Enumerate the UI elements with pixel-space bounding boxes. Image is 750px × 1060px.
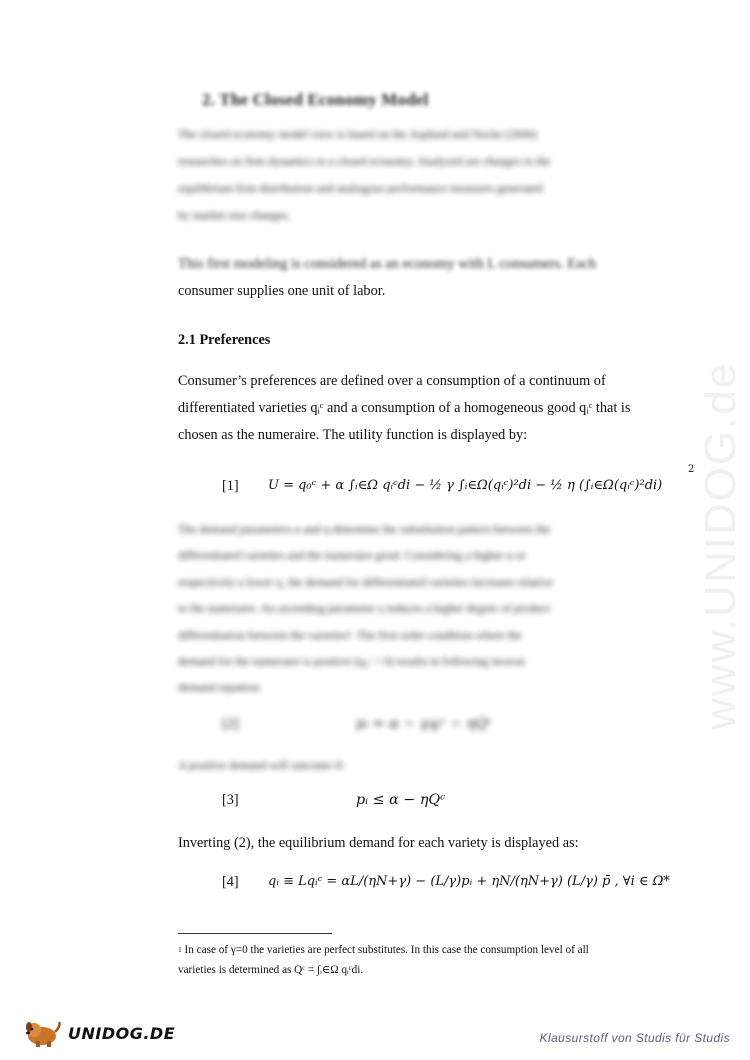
paragraph-preferences	[178, 368, 662, 449]
text-line: differentiated varieties and the numeraire good. Considering a higher α or	[178, 548, 526, 563]
text-line: differentiation between the varieties¹. The first order condition where the	[178, 627, 522, 642]
text-line: consumer supplies one unit of labor.	[178, 283, 386, 299]
footnote-marker: 1	[178, 945, 182, 954]
equation-exponent: 2	[688, 464, 695, 475]
equation-expression: U = q₀ᶜ + α ∫ᵢ∈Ω qᵢᶜdi − ½ γ ∫ᵢ∈Ω(qᵢᶜ)²di − ½ η (∫ᵢ∈Ω(qᵢᶜ)²di) 2	[268, 464, 695, 493]
text-line: demand for the numeraire is positive (q₀ᶜ > 0) results in following inverse	[178, 654, 526, 669]
equation-number: [2]	[222, 716, 239, 732]
footnote	[178, 940, 658, 980]
dog-icon	[22, 1018, 62, 1048]
text-line: to the numeraire. An ascending parameter γ induces a higher degree of product	[178, 601, 550, 616]
text-line: researches on firm dynamics in a closed economy. Analyzed are changes in the	[178, 154, 551, 168]
watermark: www.UNIDOG.de	[696, 361, 745, 730]
paragraph-demand	[178, 516, 662, 701]
tagline: Klausurstoff von Studis für Studis	[539, 1031, 730, 1045]
text-line: Inverting (2), the equilibrium demand for each variety is displayed as:	[178, 835, 579, 851]
paragraph-intro	[178, 121, 662, 229]
text-line: The closed economy model view is based on the Asplund and Nocke (2006)	[178, 127, 538, 141]
footnote-line: $^1$ In case of γ=0 the varieties are perfect substitutes. In this case the consumption level of all	[178, 944, 589, 956]
equation-number: [4]	[222, 874, 239, 890]
text-line: A positive demand will outcome if:	[178, 758, 345, 772]
unidog-logo[interactable]	[22, 1018, 175, 1048]
equation-expression: pᵢ = α − γqᵢᶜ − ηQᶜ	[356, 716, 492, 732]
paragraph-model	[178, 251, 662, 305]
text-line: by market size changes.	[178, 208, 291, 222]
subsection-title: 2.1 Preferences	[178, 332, 271, 348]
text-line: Consumer’s preferences are defined over a consumption of a continuum of	[178, 373, 606, 389]
paragraph-positive-demand	[178, 752, 662, 779]
section-title: 2. The Closed Economy Model	[202, 90, 429, 109]
text-line: equilibrium firm distribution and analogous performance measures generated	[178, 181, 543, 195]
text-line: demand equation:	[178, 680, 263, 695]
text-line: The demand parameters α and η determine the substitution pattern between the	[178, 522, 551, 536]
text-line: chosen as the numeraire. The utility function is displayed by:	[178, 427, 528, 443]
equation-expression: qᵢ ≡ Lqᵢᶜ = αL/(ηN+γ) − (L/γ)pᵢ + ηN/(ηN+γ) (L/γ) p̄ , ∀i ∈ Ω*	[268, 874, 670, 889]
text-line: differentiated varieties qᵢᶜ and a consumption of a homogeneous good qᵢᶜ that is	[178, 400, 631, 416]
equation-expression: pᵢ ≤ α − ηQᶜ	[356, 792, 446, 808]
text-line: respectively a lower η, the demand for differentiated varieties increases relative	[178, 574, 554, 589]
equation-number: [1]	[222, 478, 239, 494]
paragraph-inverting	[178, 830, 662, 857]
footnote-rule	[178, 933, 332, 934]
equation-number: [3]	[222, 792, 239, 808]
text-line: This first modeling is considered as an economy with L consumers. Each	[178, 256, 596, 272]
footnote-line: varieties is determined as Qᶜ = ∫ᵢ∈Ω qᵢᶜdi.	[178, 964, 364, 976]
logo-text: UNIDOG.DE	[68, 1023, 176, 1043]
